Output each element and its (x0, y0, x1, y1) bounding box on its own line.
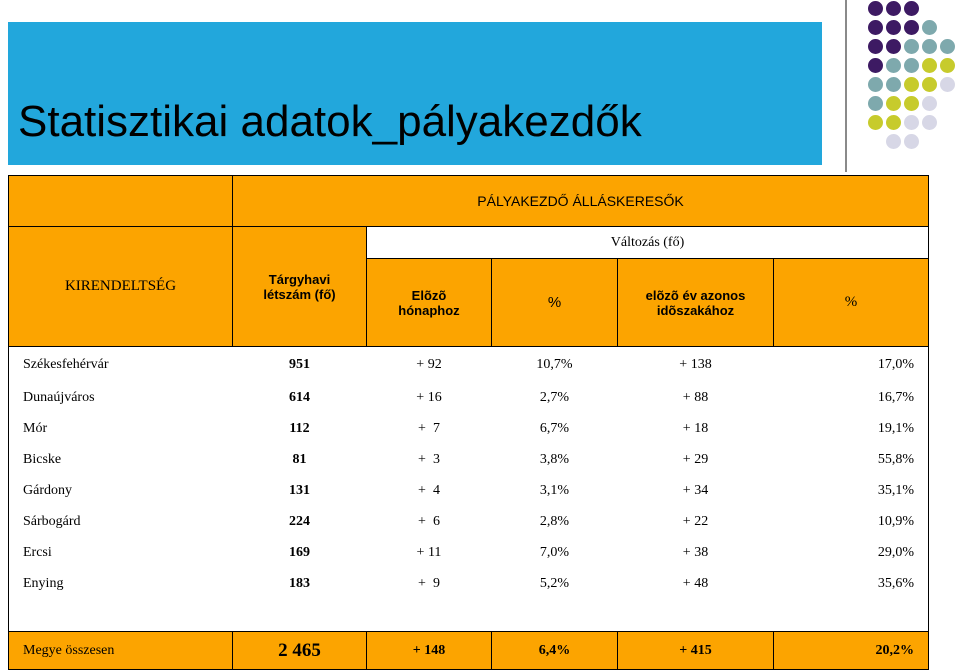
decor-dot (868, 58, 883, 73)
row-chg-year: + 138 (679, 356, 712, 372)
row-count: 131 (289, 483, 310, 498)
decor-dot (904, 77, 919, 92)
row-pct-month: 5,2% (539, 576, 570, 591)
col-header-pct-month: % (492, 259, 618, 347)
row-pct-month: 2,8% (539, 514, 570, 529)
spacer-row (9, 600, 929, 632)
row-chg-year: + 34 (682, 483, 709, 498)
row-chg-month: + 3 (418, 452, 440, 467)
total-count: 2 465 (233, 632, 367, 670)
decor-dot (904, 134, 919, 149)
total-chg-year: + 415 (618, 632, 774, 670)
decor-dot (922, 77, 937, 92)
decor-dot (868, 39, 883, 54)
decor-dot (886, 39, 901, 54)
row-count: 112 (289, 421, 310, 436)
decor-dot (922, 96, 937, 111)
row-pct-month: 2,7% (539, 390, 570, 405)
row-name: Sárbogárd (9, 507, 233, 538)
decor-dot (886, 134, 901, 149)
statistics-table (8, 175, 929, 670)
row-chg-month: + 7 (418, 421, 440, 436)
row-pct-month: 6,7% (539, 421, 570, 436)
decor-dot (868, 20, 883, 35)
row-pct-month: 3,8% (539, 452, 570, 467)
decor-dot (940, 77, 955, 92)
row-count: 224 (289, 514, 310, 529)
decor-dot (940, 58, 955, 73)
row-count: 81 (292, 452, 307, 467)
decor-dot (886, 115, 901, 130)
change-header: Változás (fő) (367, 227, 929, 259)
col-header-pct-year: % (774, 259, 929, 347)
decor-dot (922, 115, 937, 130)
decor-dot (940, 39, 955, 54)
decor-dot (886, 96, 901, 111)
decor-dot (886, 20, 901, 35)
row-name: Bicske (9, 445, 233, 476)
total-pct-month: 6,4% (492, 632, 618, 670)
row-chg-year: + 88 (682, 390, 709, 405)
total-name: Megye összesen (9, 632, 233, 670)
table-row (9, 569, 929, 600)
table-row (9, 414, 929, 445)
total-row (9, 632, 929, 670)
col-header-kirendeltseg: KIRENDELTSÉG (9, 227, 233, 347)
table-row (9, 538, 929, 569)
row-pct-year: 35,1% (774, 476, 929, 507)
row-chg-month: + 11 (416, 545, 442, 560)
row-chg-month: + 6 (418, 514, 440, 529)
decor-dot (886, 77, 901, 92)
row-pct-year: 29,0% (774, 538, 929, 569)
col-header-elozo-ev: elõzõ év azonos idõszakához (618, 259, 774, 347)
row-pct-year: 10,9% (774, 507, 929, 538)
table-row (9, 507, 929, 538)
decor-dot (868, 1, 883, 16)
row-chg-year: + 48 (682, 576, 709, 591)
col-header-targyhavi: Tárgyhavi létszám (fő) (233, 227, 367, 347)
table-row (9, 476, 929, 507)
header-blank-cell (9, 176, 233, 227)
row-chg-month: + 16 (416, 390, 442, 405)
row-chg-year: + 18 (682, 421, 709, 436)
row-chg-month: + 92 (416, 356, 442, 372)
total-pct-year: 20,2% (774, 632, 929, 670)
row-name: Mór (9, 414, 233, 445)
decor-dot (904, 1, 919, 16)
row-chg-month: + 9 (418, 576, 440, 591)
decor-dot (922, 58, 937, 73)
row-chg-year: + 22 (682, 514, 709, 529)
row-pct-year: 19,1% (774, 414, 929, 445)
table-row (9, 383, 929, 414)
row-count: 169 (289, 545, 310, 560)
row-name: Dunaújváros (9, 383, 233, 414)
divider-line (845, 0, 847, 172)
row-pct-year: 17,0% (774, 347, 929, 383)
decor-dot (868, 96, 883, 111)
decor-dot (922, 20, 937, 35)
row-chg-year: + 38 (682, 545, 709, 560)
row-pct-month: 7,0% (539, 545, 570, 560)
decor-dot (904, 96, 919, 111)
col-header-elozo-honap: Elõzõ hónaphoz (367, 259, 492, 347)
row-count: 183 (289, 576, 310, 591)
row-name: Gárdony (9, 476, 233, 507)
row-pct-year: 35,6% (774, 569, 929, 600)
row-chg-year: + 29 (682, 452, 709, 467)
row-chg-month: + 4 (418, 483, 440, 498)
row-name: Ercsi (9, 538, 233, 569)
total-chg-month: + 148 (367, 632, 492, 670)
decor-dot (868, 115, 883, 130)
row-pct-month: 3,1% (539, 483, 570, 498)
decor-dot (904, 115, 919, 130)
decor-dot (868, 77, 883, 92)
row-name: Enying (9, 569, 233, 600)
table-row (9, 347, 929, 383)
row-count: 951 (289, 356, 310, 372)
decor-dot (922, 39, 937, 54)
row-count: 614 (289, 390, 310, 405)
decor-dot (886, 58, 901, 73)
row-name: Székesfehérvár (9, 347, 233, 383)
decor-dot (886, 1, 901, 16)
page-title: Statisztikai adatok_pályakezdők (18, 97, 642, 146)
decor-dot (904, 58, 919, 73)
decor-dot (904, 39, 919, 54)
row-pct-month: 10,7% (536, 356, 573, 372)
table-row (9, 445, 929, 476)
row-pct-year: 16,7% (774, 383, 929, 414)
decor-dot (904, 20, 919, 35)
row-pct-year: 55,8% (774, 445, 929, 476)
group-header: PÁLYAKEZDŐ ÁLLÁSKERESŐK (233, 176, 929, 227)
